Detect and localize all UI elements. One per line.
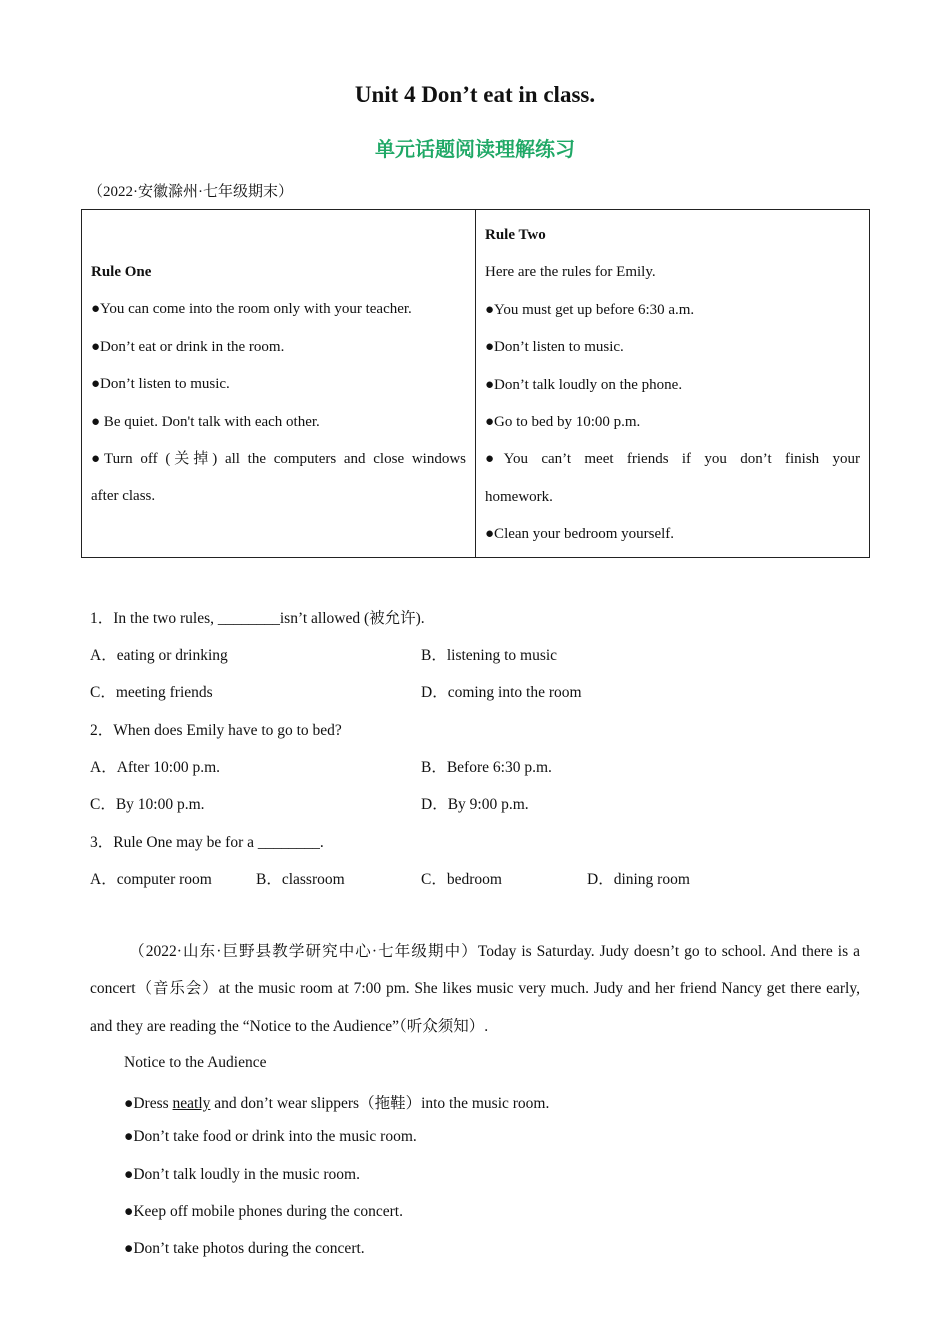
passage2-intro-text: （2022·山东·巨野县教学研究中心·七年级期中）Today is Saturday. Judy doesn’t go to school. And there is a concert（音乐会）at the music room at 7:00 pm. She likes music very much. Judy and her friend Nancy get there early, and they are reading the “Notice to the Audience”（听众须知）. — [90, 943, 860, 1035]
underlined-word: neatly — [172, 1095, 211, 1112]
notice-item-text: ●Dress — [124, 1095, 173, 1112]
rule-one-heading: Rule One — [91, 264, 152, 280]
rule-two-item: ●You must get up before 6:30 a.m. — [485, 301, 695, 318]
answer-option: A．computer room — [90, 871, 212, 888]
page-subtitle: 单元话题阅读理解练习 — [375, 137, 575, 161]
rule-two-heading: Rule Two — [485, 227, 546, 243]
passage2-intro — [90, 933, 860, 1045]
question-stem: 3．Rule One may be for a ________. — [90, 834, 324, 851]
page-title: Unit 4 Don’t eat in class. — [354, 82, 596, 107]
rule-two-item: ●Don’t talk loudly on the phone. — [485, 376, 683, 393]
question-stem: 1．In the two rules, ________isn’t allowed (被允许). — [90, 610, 425, 627]
answer-option: D．coming into the room — [421, 684, 582, 701]
rule-one-item: ●Turn off (关掉) all the computers and close windows — [91, 451, 466, 468]
notice-item — [124, 1091, 549, 1113]
notice-item: ●Don’t take food or drink into the music room. — [124, 1128, 417, 1145]
rule-one-cell — [82, 210, 476, 558]
answer-option: A．After 10:00 p.m. — [90, 759, 221, 776]
rule-one-item: ●Don’t eat or drink in the room. — [91, 338, 285, 355]
answer-option: C．meeting friends — [90, 684, 213, 701]
rule-two-item: ●Go to bed by 10:00 p.m. — [485, 414, 641, 431]
notice-title: Notice to the Audience — [124, 1054, 267, 1071]
rule-two-item: homework. — [485, 488, 553, 505]
rule-two-item: ●You can’t meet friends if you don’t finish your — [485, 451, 860, 468]
rule-two-item: ●Clean your bedroom yourself. — [485, 526, 675, 543]
notice-item: ●Don’t talk loudly in the music room. — [124, 1166, 360, 1183]
answer-option: D．dining room — [587, 871, 690, 888]
rule-one-item: ● Be quiet. Don't talk with each other. — [91, 413, 320, 430]
rule-one-item: after class. — [91, 488, 156, 505]
rule-one-item: ●You can come into the room only with your teacher. — [91, 301, 412, 318]
answer-option: B．listening to music — [421, 647, 558, 664]
rules-table — [81, 209, 870, 558]
rule-two-item: ●Don’t listen to music. — [485, 339, 624, 356]
notice-item-text: and don’t wear slippers（拖鞋）into the music room. — [210, 1095, 550, 1112]
question-stem: 2．When does Emily have to go to bed? — [90, 722, 342, 739]
answer-option: D．By 9:00 p.m. — [421, 796, 529, 813]
rule-two-cell — [476, 210, 870, 558]
notice-item: ●Don’t take photos during the concert. — [124, 1240, 365, 1257]
answer-option: C．By 10:00 p.m. — [90, 796, 205, 813]
answer-option: B．Before 6:30 p.m. — [421, 759, 552, 776]
answer-option: B．classroom — [256, 871, 345, 888]
answer-option: C．bedroom — [421, 871, 502, 888]
answer-option: A．eating or drinking — [90, 647, 228, 664]
passage1-source: （2022·安徽滁州·七年级期末） — [88, 184, 293, 200]
notice-item: ●Keep off mobile phones during the concert. — [124, 1203, 403, 1220]
rule-two-intro: Here are the rules for Emily. — [485, 264, 656, 281]
rule-one-item: ●Don’t listen to music. — [91, 376, 230, 393]
